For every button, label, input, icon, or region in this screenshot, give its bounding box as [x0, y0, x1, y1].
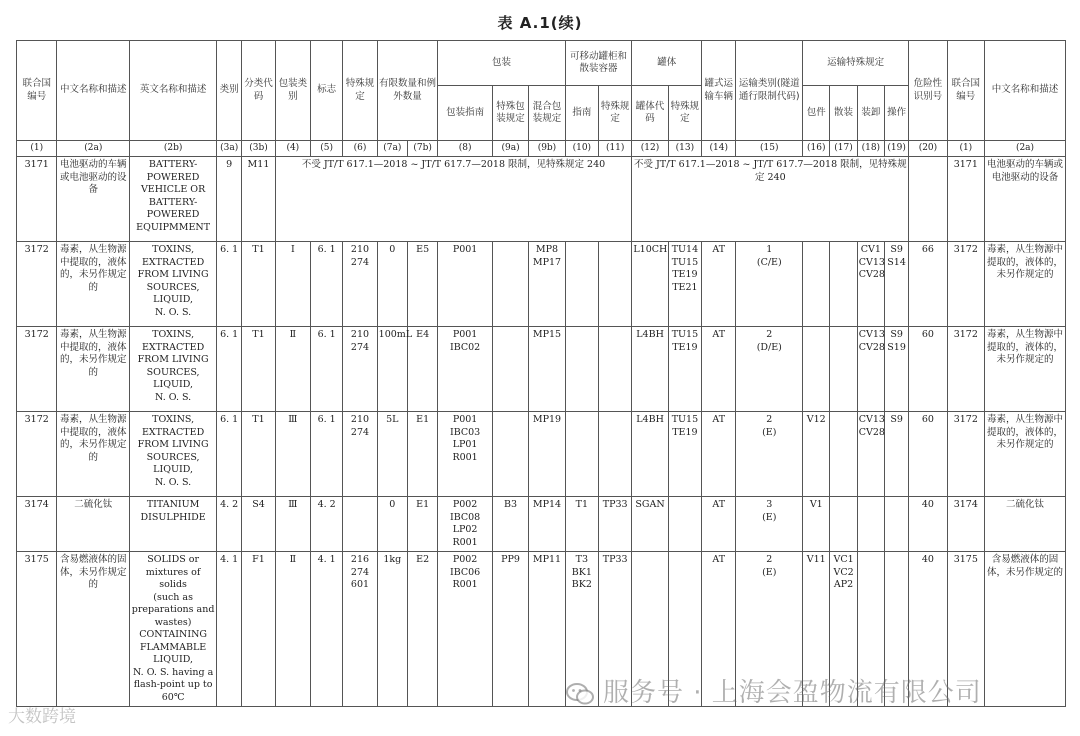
cell-pack-instr: P001	[438, 242, 493, 327]
cell-limited-qty: 100mL	[377, 327, 407, 412]
hdr-un-no-2: 联合国编号	[947, 41, 984, 141]
cell-vehicle: AT	[702, 327, 736, 412]
cell-operation	[884, 497, 908, 552]
cell-tank-special: TU15 TE19	[668, 412, 701, 497]
watermark-text: 服务号 · 上海会盈物流有限公司	[603, 678, 982, 708]
cell-class: 4. 2	[217, 497, 242, 552]
cell-class: 9	[217, 157, 242, 242]
wechat-icon	[565, 682, 595, 706]
cell-cn-name: 毒素，从生物源中提取的，液体的，未另作规定的	[57, 412, 130, 497]
cell-limited-qty: 0	[377, 497, 407, 552]
col-num: (7a)	[377, 141, 407, 157]
cell-special: 210 274	[343, 327, 377, 412]
cell-pack-group: Ⅲ	[275, 497, 310, 552]
hdr-mixed: 混合包装规定	[529, 86, 565, 141]
col-num: (11)	[599, 141, 632, 157]
dangerous-goods-table	[16, 40, 1066, 707]
hdr-un-no: 联合国编号	[17, 41, 57, 141]
cell-tank-code: L4BH	[632, 412, 668, 497]
hdr-portable-special: 特殊规定	[599, 86, 632, 141]
cell-class-code: F1	[242, 552, 275, 707]
cell-bulk	[830, 327, 857, 412]
cell-portable-instr	[565, 242, 598, 327]
watermark	[565, 672, 982, 709]
cell-class: 4. 1	[217, 552, 242, 707]
cell-pack-special	[492, 412, 528, 497]
cell-pack-group: Ⅰ	[275, 242, 310, 327]
hdr-transport-cat: 运输类别(隧道通行限制代码)	[736, 41, 803, 141]
cell-un-no: 3172	[17, 327, 57, 412]
cell-bulk	[830, 497, 857, 552]
cell-transport-cat: 2 (E)	[736, 412, 803, 497]
cell-cn-name-2: 毒素，从生物源中提取的，液体的，未另作规定的	[985, 412, 1066, 497]
col-num: (3a)	[217, 141, 242, 157]
cell-un-no-2: 3171	[947, 157, 984, 242]
cell-limited-qty: 0	[377, 242, 407, 327]
cell-special: 216 274 601	[343, 552, 377, 707]
hdr-hazard-id: 危险性识别号	[909, 41, 947, 141]
cell-exemption-note: 不受 JT/T 617.1—2018 ~ JT/T 617.7—2018 限制，见特殊规定 240	[275, 157, 632, 242]
cell-transport-cat: 3 (E)	[736, 497, 803, 552]
cell-en-name: TOXINS, EXTRACTED FROM LIVING SOURCES, LIQUID, N. O. S.	[130, 242, 217, 327]
cell-pack-group: Ⅲ	[275, 412, 310, 497]
cell-limited-qty: 5L	[377, 412, 407, 497]
cell-package: V11	[803, 552, 830, 707]
cell-excepted-qty: E1	[407, 497, 437, 552]
cell-portable-special	[599, 412, 632, 497]
col-num: (2a)	[57, 141, 130, 157]
cell-class-code: T1	[242, 412, 275, 497]
cell-un-no: 3172	[17, 412, 57, 497]
col-num: (6)	[343, 141, 377, 157]
cell-transport-cat: 2 (E)	[736, 552, 803, 707]
col-num: (17)	[830, 141, 857, 157]
cell-tank-special: TU14 TU15 TE19 TE21	[668, 242, 701, 327]
cell-cn-name: 含易燃液体的固体，未另作规定的	[57, 552, 130, 707]
cell-cn-name-2: 毒素，从生物源中提取的，液体的，未另作规定的	[985, 242, 1066, 327]
cell-un-no: 3172	[17, 242, 57, 327]
cell-en-name: TOXINS, EXTRACTED FROM LIVING SOURCES, LIQUID, N. O. S.	[130, 327, 217, 412]
cell-class: 6. 1	[217, 327, 242, 412]
cell-pack-instr: P002 IBC08 LP02 R001	[438, 497, 493, 552]
cell-portable-instr: T3 BK1 BK2	[565, 552, 598, 707]
watermark-secondary: 大数跨境	[8, 707, 76, 727]
cell-label: 4. 2	[311, 497, 343, 552]
cell-hazard-id: 60	[909, 327, 947, 412]
cell-pack-group: Ⅱ	[275, 327, 310, 412]
hdr-portable: 可移动罐柜和散装容器	[565, 41, 632, 86]
cell-package	[803, 327, 830, 412]
col-num: (15)	[736, 141, 803, 157]
cell-vehicle: AT	[702, 552, 736, 707]
cell-mixed: MP11	[529, 552, 565, 707]
cell-hazard-id: 60	[909, 412, 947, 497]
cell-mixed: MP19	[529, 412, 565, 497]
hdr-tank-special: 特殊规定	[668, 86, 701, 141]
col-num: (8)	[438, 141, 493, 157]
cell-portable-special: TP33	[599, 552, 632, 707]
cell-bulk	[830, 412, 857, 497]
cell-transport-cat: 2 (D/E)	[736, 327, 803, 412]
cell-vehicle: AT	[702, 412, 736, 497]
cell-tank-code: SGAN	[632, 497, 668, 552]
cell-tank-code: L4BH	[632, 327, 668, 412]
hdr-packaging: 包装	[438, 41, 565, 86]
cell-cn-name: 电池驱动的车辆或电池驱动的设备	[57, 157, 130, 242]
cell-un-no: 3171	[17, 157, 57, 242]
col-num: (12)	[632, 141, 668, 157]
cell-hazard-id: 66	[909, 242, 947, 327]
hdr-limited: 有限数量和例外数量	[377, 41, 438, 141]
cell-label: 6. 1	[311, 327, 343, 412]
col-num: (14)	[702, 141, 736, 157]
cell-pack-special: PP9	[492, 552, 528, 707]
col-num: (19)	[884, 141, 908, 157]
table-row	[17, 157, 1066, 242]
hdr-transport-special: 运输特殊规定	[803, 41, 909, 86]
col-num: (9b)	[529, 141, 565, 157]
cell-pack-instr: P001 IBC03 LP01 R001	[438, 412, 493, 497]
cell-vehicle: AT	[702, 242, 736, 327]
cell-un-no-2: 3175	[947, 552, 984, 707]
hdr-cn-name-2: 中文名称和描述	[985, 41, 1066, 141]
cell-excepted-qty: E4	[407, 327, 437, 412]
col-num: (10)	[565, 141, 598, 157]
cell-hazard-id: 40	[909, 497, 947, 552]
hdr-package: 包件	[803, 86, 830, 141]
col-num: (2a)	[985, 141, 1066, 157]
cell-operation: S9 S14	[884, 242, 908, 327]
col-num: (5)	[311, 141, 343, 157]
cell-vehicle: AT	[702, 497, 736, 552]
hdr-portable-instr: 指南	[565, 86, 598, 141]
cell-label: 6. 1	[311, 412, 343, 497]
cell-package: V1	[803, 497, 830, 552]
cell-pack-group: Ⅱ	[275, 552, 310, 707]
cell-portable-special	[599, 242, 632, 327]
column-number-row	[17, 141, 1066, 157]
hdr-pack-instr: 包装指南	[438, 86, 493, 141]
cell-cn-name-2: 含易燃液体的固体，未另作规定的	[985, 552, 1066, 707]
cell-en-name: TITANIUM DISULPHIDE	[130, 497, 217, 552]
table-row	[17, 497, 1066, 552]
hdr-loading: 装卸	[857, 86, 884, 141]
cell-limited-qty: 1kg	[377, 552, 407, 707]
cell-loading: CV1 CV13 CV28	[857, 242, 884, 327]
cell-mixed: MP15	[529, 327, 565, 412]
cell-tank-code: L10CH	[632, 242, 668, 327]
hdr-cn-name: 中文名称和描述	[57, 41, 130, 141]
cell-pack-special	[492, 327, 528, 412]
hdr-vehicle: 罐式运输车辆	[702, 41, 736, 141]
hdr-operation: 操作	[884, 86, 908, 141]
cell-cn-name: 二硫化钛	[57, 497, 130, 552]
cell-cn-name-2: 毒素，从生物源中提取的，液体的，未另作规定的	[985, 327, 1066, 412]
cell-excepted-qty: E1	[407, 412, 437, 497]
cell-cn-name: 毒素，从生物源中提取的，液体的，未另作规定的	[57, 242, 130, 327]
col-num: (18)	[857, 141, 884, 157]
col-num: (16)	[803, 141, 830, 157]
cell-cn-name-2: 电池驱动的车辆或电池驱动的设备	[985, 157, 1066, 242]
cell-en-name: SOLIDS or mixtures of solids (such as preparations and wastes) CONTAINING FLAMMABLE LIQUID, N. O. S. having a flash-point up to 60℃	[130, 552, 217, 707]
cell-operation: S9	[884, 412, 908, 497]
col-num: (3b)	[242, 141, 275, 157]
hdr-class-code: 分类代码	[242, 41, 275, 141]
col-num: (20)	[909, 141, 947, 157]
cell-pack-instr: P001 IBC02	[438, 327, 493, 412]
hdr-special: 特殊规定	[343, 41, 377, 141]
cell-un-no-2: 3174	[947, 497, 984, 552]
cell-un-no-2: 3172	[947, 242, 984, 327]
cell-un-no: 3174	[17, 497, 57, 552]
cell-exemption-note: 不受 JT/T 617.1—2018 ~ JT/T 617.7—2018 限制，见特殊规定 240	[632, 157, 909, 242]
cell-portable-instr	[565, 327, 598, 412]
col-num: (4)	[275, 141, 310, 157]
hdr-bulk: 散装	[830, 86, 857, 141]
hdr-en-name: 英文名称和描述	[130, 41, 217, 141]
cell-en-name: TOXINS, EXTRACTED FROM LIVING SOURCES, LIQUID, N. O. S.	[130, 412, 217, 497]
col-num: (2b)	[130, 141, 217, 157]
col-num: (1)	[17, 141, 57, 157]
cell-cn-name-2: 二硫化钛	[985, 497, 1066, 552]
hdr-pack-special: 特殊包装规定	[492, 86, 528, 141]
cell-loading: CV13 CV28	[857, 327, 884, 412]
cell-special: 210 274	[343, 412, 377, 497]
cell-en-name: BATTERY- POWERED VEHICLE OR BATTERY- POWERED EQUIPMMENT	[130, 157, 217, 242]
cell-cn-name: 毒素，从生物源中提取的，液体的，未另作规定的	[57, 327, 130, 412]
cell-pack-special: B3	[492, 497, 528, 552]
hdr-tank: 罐体	[632, 41, 702, 86]
cell-operation: S9 S19	[884, 327, 908, 412]
cell-label: 4. 1	[311, 552, 343, 707]
cell-class-code: S4	[242, 497, 275, 552]
cell-hazard-id: 40	[909, 552, 947, 707]
cell-bulk	[830, 242, 857, 327]
cell-tank-special: TU15 TE19	[668, 327, 701, 412]
cell-portable-instr: T1	[565, 497, 598, 552]
cell-class: 6. 1	[217, 242, 242, 327]
col-num: (7b)	[407, 141, 437, 157]
cell-hazard-id	[909, 157, 947, 242]
col-num: (9a)	[492, 141, 528, 157]
cell-portable-special: TP33	[599, 497, 632, 552]
col-num: (1)	[947, 141, 984, 157]
cell-transport-cat: 1 (C/E)	[736, 242, 803, 327]
cell-class: 6. 1	[217, 412, 242, 497]
table-row	[17, 412, 1066, 497]
cell-class-code: M11	[242, 157, 275, 242]
cell-un-no-2: 3172	[947, 412, 984, 497]
cell-class-code: T1	[242, 327, 275, 412]
cell-package: V12	[803, 412, 830, 497]
hdr-tank-code: 罐体代码	[632, 86, 668, 141]
cell-loading: CV13 CV28	[857, 412, 884, 497]
cell-un-no: 3175	[17, 552, 57, 707]
cell-package	[803, 242, 830, 327]
cell-pack-special	[492, 242, 528, 327]
cell-mixed: MP14	[529, 497, 565, 552]
cell-portable-special	[599, 327, 632, 412]
hdr-pack-group: 包装类别	[275, 41, 310, 141]
cell-class-code: T1	[242, 242, 275, 327]
cell-special: 210 274	[343, 242, 377, 327]
cell-special	[343, 497, 377, 552]
cell-pack-instr: P002 IBC06 R001	[438, 552, 493, 707]
cell-un-no-2: 3172	[947, 327, 984, 412]
cell-tank-special	[668, 497, 701, 552]
hdr-label: 标志	[311, 41, 343, 141]
table-row	[17, 242, 1066, 327]
cell-mixed: MP8 MP17	[529, 242, 565, 327]
cell-excepted-qty: E2	[407, 552, 437, 707]
hdr-class: 类别	[217, 41, 242, 141]
header-row-1	[17, 41, 1066, 86]
table-title: 表 A.1(续)	[497, 14, 583, 32]
cell-bulk: VC1 VC2 AP2	[830, 552, 857, 707]
col-num: (13)	[668, 141, 701, 157]
cell-excepted-qty: E5	[407, 242, 437, 327]
cell-label: 6. 1	[311, 242, 343, 327]
cell-loading	[857, 497, 884, 552]
table-row	[17, 327, 1066, 412]
cell-portable-instr	[565, 412, 598, 497]
